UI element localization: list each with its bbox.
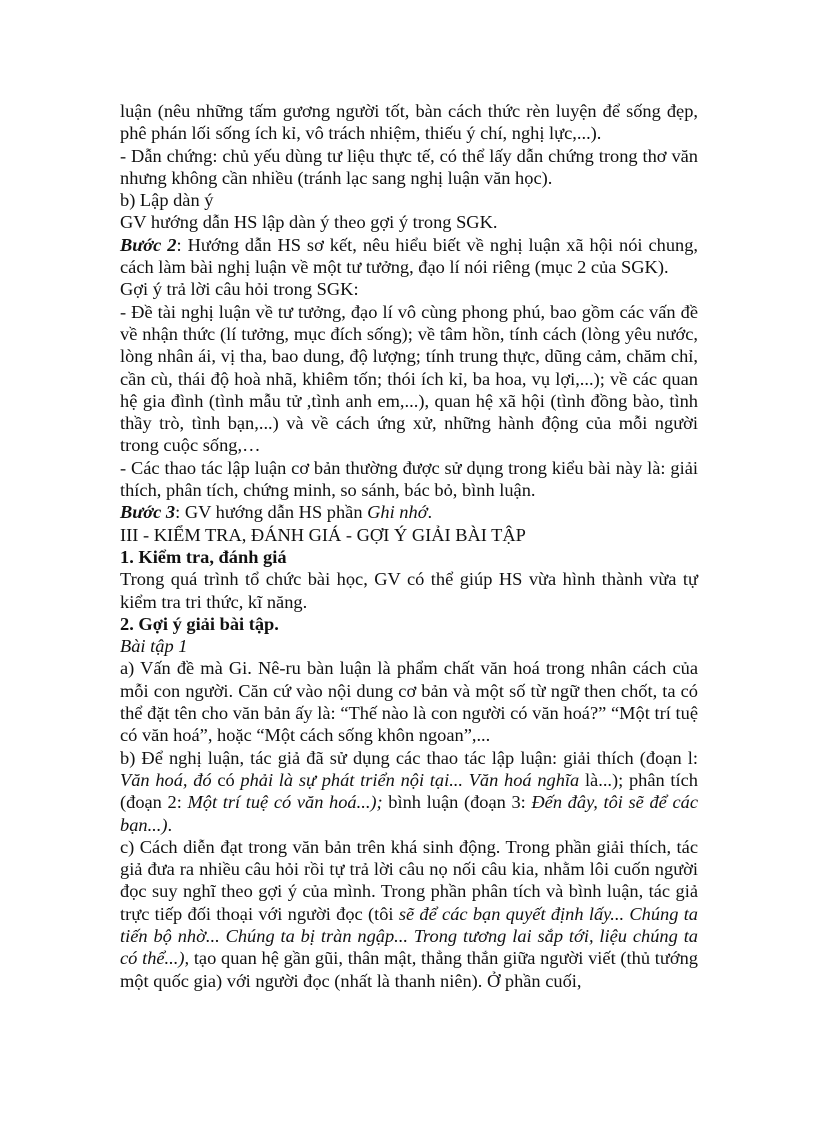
step-3-text: : GV hướng dẫn HS phần: [175, 502, 368, 523]
step-3-italic: Ghi nhớ: [367, 502, 428, 523]
paragraph-intro: luận (nêu những tấm gương người tốt, bàn cách thức rèn luyện để sống đẹp, phê phán lối sống ích kỉ, vô trách nhiệm, thiếu ý chí, nghị lực,...).: [120, 101, 698, 144]
step-3-end: .: [427, 502, 433, 523]
ex-b-part-7: bình luận (đoạn 3:: [382, 792, 532, 813]
paragraph-step-2: [120, 234, 698, 279]
paragraph-exercise-b: [120, 747, 698, 836]
ex-b-part-2: Văn hoá, đó: [120, 769, 212, 790]
ex-b-part-8: Đến đây, tôi sẽ để các bạn...): [120, 792, 698, 835]
document-page: [120, 100, 698, 992]
ex-b-part-4: phải là sự phát triển nội tại... Văn hoá nghĩa: [240, 769, 580, 790]
subheading-exercises: 2. Gợi ý giải bài tập.: [120, 613, 279, 634]
ex-b-part-1: b) Để nghị luận, tác giả đã sử dụng các thao tác lập luận: giải thích (đoạn l:: [120, 747, 698, 768]
paragraph-evidence: - Dẫn chứng: chủ yếu dùng tư liệu thực tế, có thể lấy dẫn chứng trong thơ văn nhưng không cần nhiều (tránh lạc sang nghị luận văn học).: [120, 145, 698, 188]
step-2-text: : Hướng dẫn HS sơ kết, nêu hiểu biết về nghị luận xã hội nói chung, cách làm bài nghị luận về một tư tưởng, đạo lí nói riêng (mục 2 của SGK).: [120, 234, 699, 278]
ex-c-part-2: sẽ để các bạn quyết định lấy... Chúng ta tiến bộ nhờ... Chúng ta bị tràn ngập... Trong tương lai sắp tới, liệu chúng ta có thể...),: [120, 903, 698, 969]
paragraph-assessment: Trong quá trình tổ chức bài học, GV có thể giúp HS vừa hình thành vừa tự kiểm tra tri thức, kĩ năng.: [120, 569, 698, 612]
ex-b-part-6: Một trí tuệ có văn hoá...);: [187, 792, 383, 813]
section-heading-iii: III - KIỂM TRA, ĐÁNH GIÁ - GỢI Ý GIẢI BÀI TẬP: [120, 524, 526, 545]
paragraph-outline-guide: GV hướng dẫn HS lập dàn ý theo gợi ý trong SGK.: [120, 212, 498, 233]
paragraph-operations: - Các thao tác lập luận cơ bản thường được sử dụng trong kiểu bài này là: giải thích, phân tích, chứng minh, so sánh, bác bỏ, bình luận.: [120, 457, 698, 501]
ex-c-part-1: c) Cách diễn đạt trong văn bản trên khá sinh động. Trong phần giải thích, tác giả đưa ra nhiều câu hỏi rồi tự trả lời câu nọ nối câu kia, nhằm lôi cuốn người đọc suy nghĩ theo gợi ý của mình. Trong phần phân tích và bình luận, tác giả trực tiếp đối thoại với người đọc (tôi: [120, 836, 698, 924]
paragraph-answer-hint: Gợi ý trả lời câu hỏi trong SGK:: [120, 279, 359, 300]
ex-b-part-5: là...); phân tích (đoạn 2:: [120, 769, 698, 813]
paragraph-exercise-c: [120, 836, 698, 992]
step-3-label: Bước 3: [120, 502, 176, 523]
exercise-1-label: Bài tập 1: [120, 636, 188, 657]
ex-b-part-9: .: [167, 814, 173, 835]
step-2-label: Bước 2: [120, 234, 177, 255]
ex-c-part-3: tạo quan hệ gần gũi, thân mật, thẳng thắn giữa người viết (thủ tướng một quốc gia) với người đọc (nhất là thanh niên). Ở phần cuối,: [120, 948, 698, 991]
heading-outline: b) Lập dàn ý: [120, 190, 214, 211]
paragraph-topics: - Đề tài nghị luận về tư tưởng, đạo lí vô cùng phong phú, bao gồm các vấn đề về nhận thức (lí tưởng, mục đích sống); về tâm hồn, tính cách (lòng yêu nước, lòng nhân ái, vị tha, bao dung, độ lượng; tính trung thực, dũng cảm, chăm chỉ, cần cù, thái độ hoà nhã, khiêm tốn; thói ích kỉ, ba hoa, vụ lợi,...); về các quan hệ gia đình (tình mẫu tử ,tình anh em,...), quan hệ xã hội (tình đồng bào, tình thầy trò, tình bạn,...) và về cách ứng xử, những hành động của mỗi người trong cuộc sống,…: [120, 301, 698, 456]
paragraph-exercise-a: a) Vấn đề mà Gi. Nê-ru bàn luận là phẩm chất văn hoá trong nhân cách của mỗi con người. Căn cứ vào nội dung cơ bản và một số từ ngữ then chốt, ta có thể đặt tên cho văn bản ấy là: “Thế nào là con người có văn hoá?” “Một trí tuệ có văn hoá”, hoặc “Một cách sống khôn ngoan”,...: [120, 658, 698, 746]
paragraph-step-3: [120, 501, 698, 523]
subheading-assessment: 1. Kiểm tra, đánh giá: [120, 546, 287, 567]
ex-b-part-3: có: [211, 769, 241, 790]
